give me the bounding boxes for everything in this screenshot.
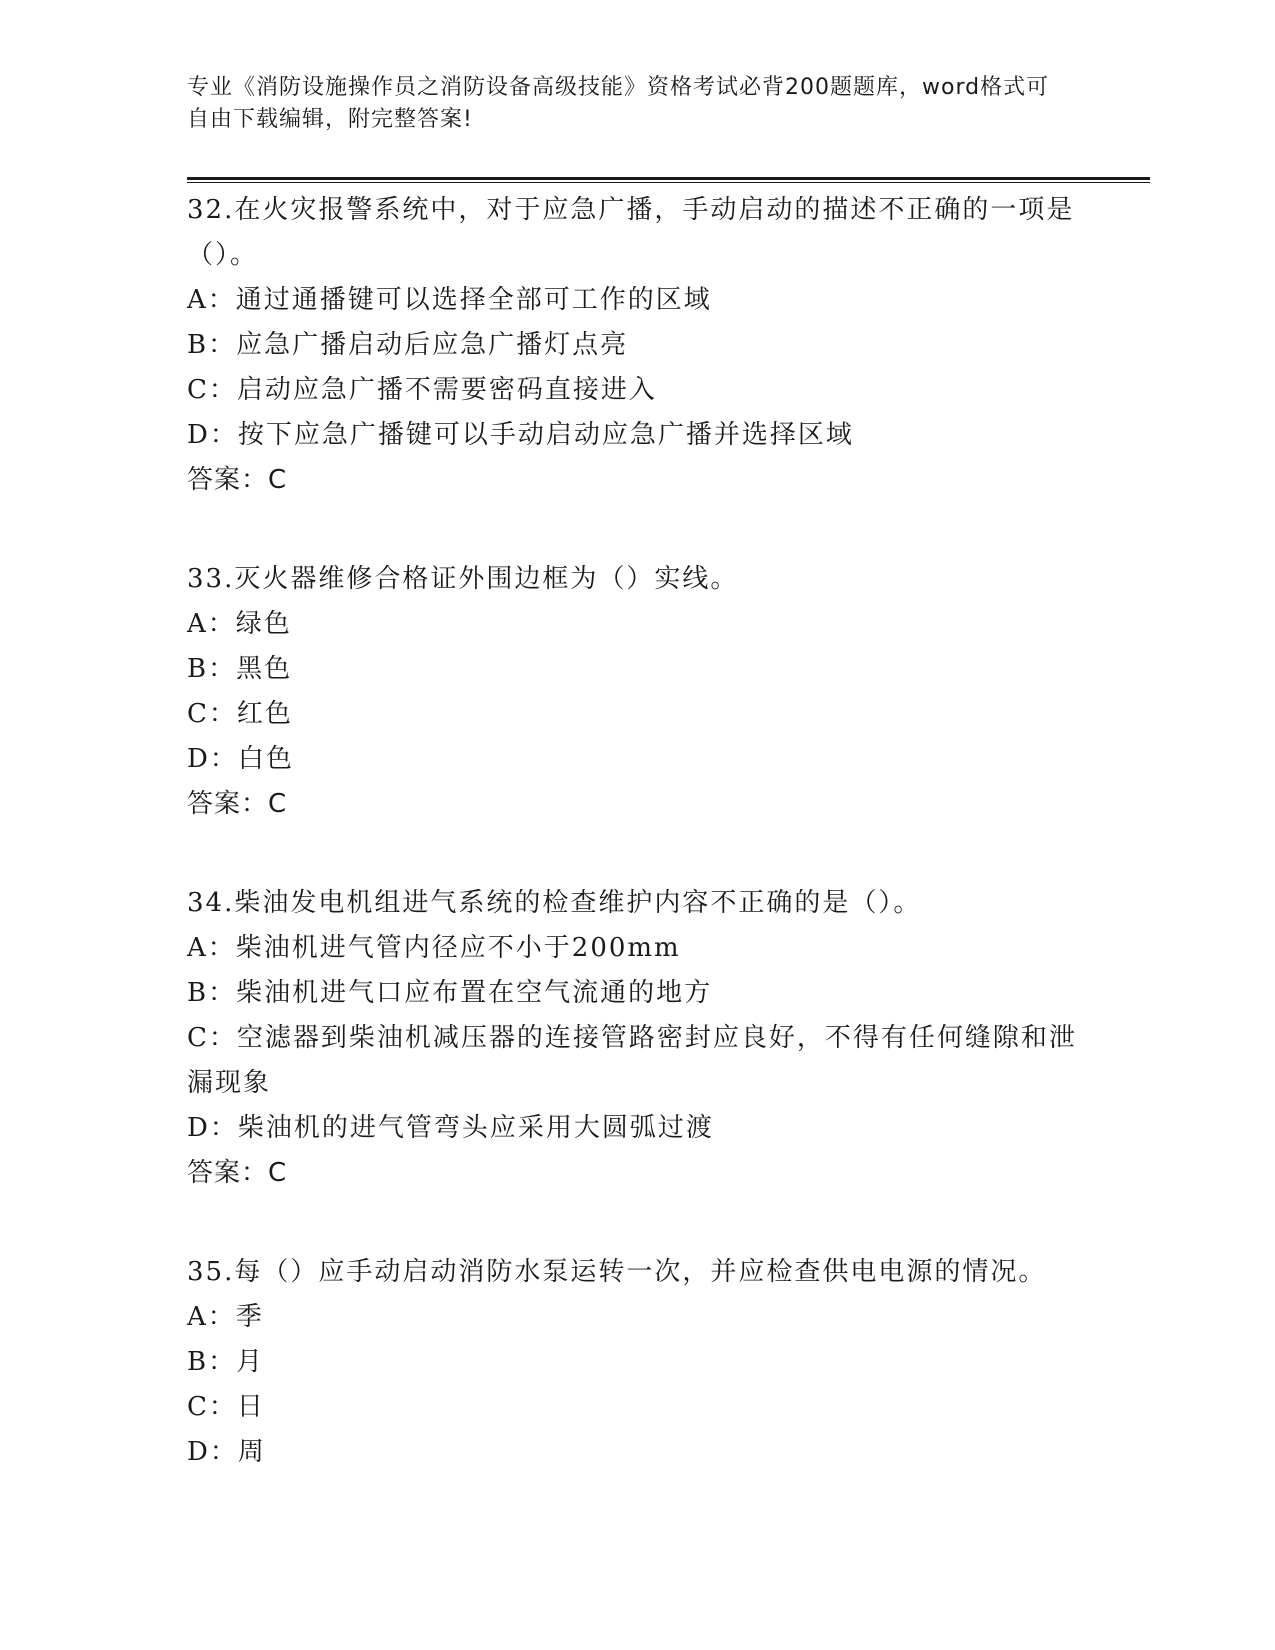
question-34: [187, 881, 1087, 1196]
option-a: A：绿色: [187, 609, 292, 639]
option-a: A：柴油机进气管内径应不小于200mm: [187, 933, 681, 963]
option-c: C：空滤器到柴油机减压器的连接管路密封应良好，不得有任何缝隙和泄漏现象: [187, 1023, 1077, 1098]
option-d: D：柴油机的进气管弯头应采用大圆弧过渡: [187, 1113, 714, 1143]
option-b: B：柴油机进气口应布置在空气流通的地方: [187, 978, 713, 1008]
question-stem: 33.灭火器维修合格证外围边框为（）实线。: [187, 564, 739, 594]
question-32: [187, 188, 1087, 503]
question-list: [187, 188, 1087, 1529]
option-d: D：按下应急广播键可以手动启动应急广播并选择区域: [187, 420, 854, 450]
answer-line: 答案：C: [187, 789, 288, 819]
option-d: D：周: [187, 1437, 266, 1467]
document-header: 专业《消防设施操作员之消防设备高级技能》资格考试必背200题题库，word格式可自由下载编辑，附完整答案!: [187, 75, 1050, 132]
question-stem: 32.在火灾报警系统中，对于应急广播，手动启动的描述不正确的一项是（）。: [187, 195, 1075, 270]
option-b: B：黑色: [187, 654, 293, 684]
option-a: A：季: [187, 1302, 264, 1332]
question-35: [187, 1250, 1087, 1475]
answer-line: 答案：C: [187, 465, 288, 495]
option-b: B：月: [187, 1347, 265, 1377]
header-divider-thick: [187, 177, 1150, 180]
header-divider-thin: [187, 182, 1150, 183]
answer-line: 答案：C: [187, 1158, 288, 1188]
question-33: [187, 557, 1087, 827]
option-c: C：启动应急广播不需要密码直接进入: [187, 375, 657, 405]
option-a: A：通过通播键可以选择全部可工作的区域: [187, 285, 712, 315]
option-c: C：日: [187, 1392, 265, 1422]
option-d: D：白色: [187, 744, 294, 774]
option-b: B：应急广播启动后应急广播灯点亮: [187, 330, 629, 360]
question-stem: 34.柴油发电机组进气系统的检查维护内容不正确的是（）。: [187, 888, 922, 918]
option-c: C：红色: [187, 699, 293, 729]
question-stem: 35.每（）应手动启动消防水泵运转一次，并应检查供电电源的情况。: [187, 1257, 1047, 1287]
